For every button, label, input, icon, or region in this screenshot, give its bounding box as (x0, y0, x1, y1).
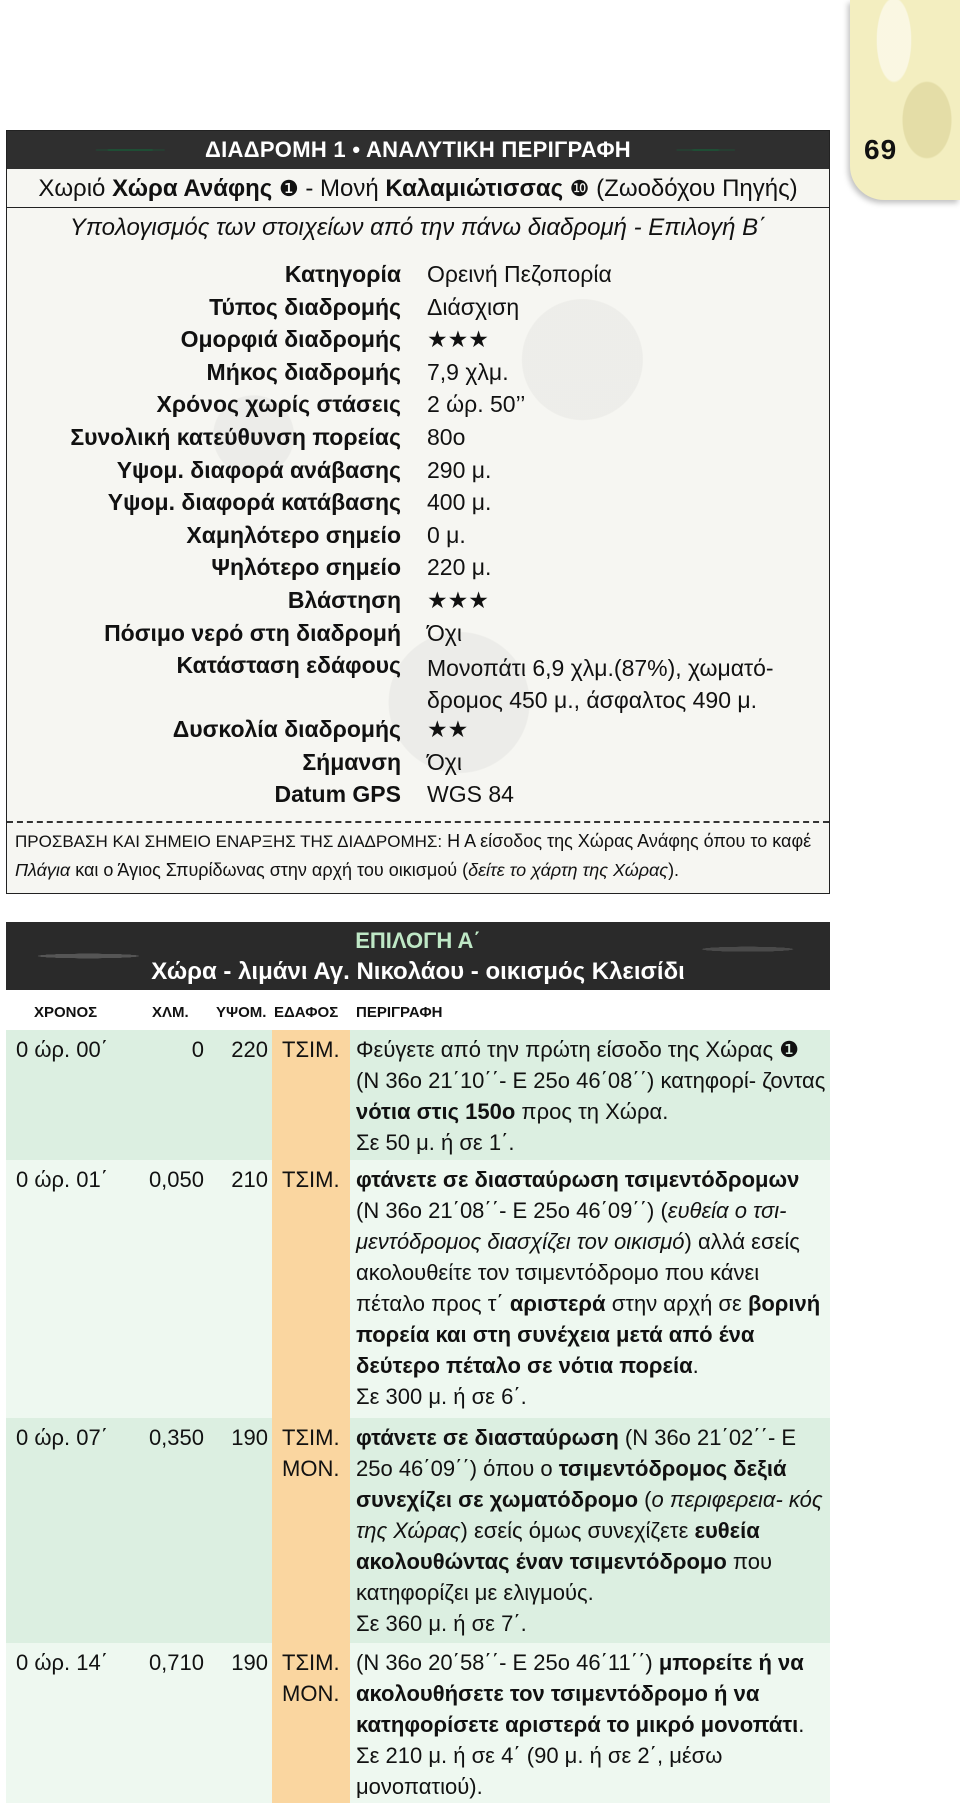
stat-row (7, 716, 829, 749)
route-suffix: (Ζωοδόχου Πηγής) (589, 175, 798, 202)
cell-ground: ΤΣΙΜ. (272, 1160, 350, 1418)
stat-label: Σήμανση (302, 748, 401, 775)
desc-distance: Σε 300 μ. ή σε 6΄. (356, 1384, 527, 1409)
desc-italic: ο περιφερεια- κός της Χώρας (356, 1487, 823, 1543)
desc-distance: Σε 210 μ. ή σε 4΄ (90 μ. ή σε 2΄, μέσω μονοπατιού). (356, 1743, 723, 1799)
stat-label: Μήκος διαδρομής (206, 358, 401, 385)
desc-bold: τσιμεντόδρομος δεξιά συνεχίζει σε χωματόδρομο (356, 1456, 787, 1512)
page-number: 69 (864, 134, 898, 165)
stat-value: 2 ώρ. 50’’ (427, 391, 526, 418)
cell-description (356, 1160, 828, 1412)
stat-label: Ψηλότερο σημείο (211, 554, 401, 581)
stat-label: Δυσκολία διαδρομής (172, 716, 401, 743)
stat-row (7, 620, 829, 653)
desc-text: . (692, 1353, 699, 1378)
stat-label: Συνολική κατεύθυνση πορείας (70, 423, 401, 450)
stat-value: 7,9 χλμ. (427, 358, 509, 385)
stat-row (7, 587, 829, 620)
stat-row (7, 781, 829, 814)
desc-distance: Σε 50 μ. ή σε 1΄. (356, 1130, 515, 1155)
stat-row (7, 391, 829, 424)
stat-value: 400 μ. (427, 489, 492, 516)
desc-bold: νότια στις 150ο (356, 1099, 516, 1124)
cell-altitude: 190 (231, 1650, 268, 1675)
stat-row (7, 489, 829, 522)
route-end: Καλαμιώτισσας (385, 175, 564, 202)
cell-km: 0,350 (148, 1425, 204, 1450)
table-row (6, 1643, 830, 1803)
cell-altitude: 220 (231, 1037, 268, 1062)
start-marker-icon: ❶ (779, 1037, 799, 1062)
route-title (7, 171, 829, 208)
cafe-name: Πλάγια (15, 860, 71, 880)
cell-description (356, 1030, 828, 1158)
cell-ground: ΤΣΙΜ. ΜΟΝ. (272, 1418, 350, 1643)
table-row (6, 1418, 830, 1643)
desc-text: ( (638, 1487, 652, 1512)
desc-text: ) εσείς όμως συνεχίζετε (460, 1518, 695, 1543)
cell-km: 0 (191, 1037, 204, 1062)
cell-time: 0 ώρ. 01΄ (16, 1167, 109, 1192)
stat-row (7, 326, 829, 359)
stat-label: Πόσιμο νερό στη διαδρομή (104, 619, 401, 646)
desc-distance: Σε 360 μ. ή σε 7΄. (356, 1611, 527, 1636)
stat-value: Ορεινή Πεζοπορία (427, 261, 612, 287)
stat-row (7, 749, 829, 782)
column-header: ΧΡΟΝΟΣ (34, 1004, 98, 1021)
map-reference: δείτε το χάρτη της Χώρας (468, 860, 669, 880)
stat-row (7, 294, 829, 327)
stat-label: Υψομ. διαφορά κατάβασης (107, 489, 401, 516)
stat-value: Όχι (427, 619, 462, 646)
table-row (6, 1160, 830, 1418)
desc-text: Φεύγετε από την πρώτη είσοδο της Χώρας (356, 1037, 780, 1062)
stat-row (7, 554, 829, 587)
stat-row (7, 359, 829, 392)
column-header: ΥΨΟΜ. (216, 1004, 267, 1021)
calc-note: Υπολογισμός των στοιχείων από την πάνω διαδρομή - Επιλογή Β΄ (69, 214, 767, 241)
cell-ground: ΤΣΙΜ. (272, 1030, 350, 1160)
desc-bold: φτάνετε σε διασταύρωση τσιμεντόδρομων (356, 1167, 800, 1192)
access-heading: ΠΡΟΣΒΑΣΗ ΚΑΙ ΣΗΜΕΙΟ ΕΝΑΡΞΗΣ ΤΗΣ ΔΙΑΔΡΟΜΗΣ: (15, 832, 443, 851)
stat-label: Κατάσταση εδάφους (176, 652, 401, 679)
desc-bold: φτάνετε σε διασταύρωση (356, 1425, 619, 1450)
stat-label: Datum GPS (274, 781, 401, 808)
route-summary-box (6, 130, 830, 894)
route-prefix: Χωριό (38, 175, 113, 202)
stat-value: Μονοπάτι 6,9 χλμ.(87%), χωματό- δρομος 450 μ., άσφαλτος 490 μ. (427, 655, 774, 714)
stat-value: Όχι (427, 748, 462, 775)
desc-bold: βορινή πορεία και στη συνέχεια μετά από ένα δεύτερο πέταλο σε νότια πορεία (356, 1291, 821, 1378)
desc-text: (N 36ο 20΄58΄΄- E 25ο 46΄11΄΄) (356, 1650, 659, 1675)
desc-text: προς τη Χώρα. (515, 1099, 669, 1124)
cell-ground: ΤΣΙΜ. ΜΟΝ. (272, 1643, 350, 1803)
stat-value: 220 μ. (427, 554, 492, 581)
stats-list (7, 261, 829, 814)
option-subtitle: Χώρα - λιμάνι Αγ. Νικολάου - οικισμός Κλεισίδι (151, 958, 685, 985)
stat-value: 290 μ. (427, 456, 492, 483)
stat-row (7, 652, 829, 716)
cell-description (356, 1643, 828, 1802)
cell-altitude: 210 (231, 1167, 268, 1192)
access-text: και ο Άγιος Σπυρίδωνας στην αρχή του οικισμού ( (70, 860, 469, 880)
stat-label: Ομορφιά διαδρομής (180, 326, 401, 353)
stat-label: Χρόνος χωρίς στάσεις (156, 391, 401, 418)
page-corner-tab (850, 0, 960, 200)
cell-time: 0 ώρ. 14΄ (16, 1650, 109, 1675)
cell-time: 0 ώρ. 00΄ (16, 1037, 109, 1062)
access-text: Η Α είσοδος της Χώρας Ανάφης όπου το καφέ (442, 831, 812, 851)
cell-time: 0 ώρ. 07΄ (16, 1425, 109, 1450)
stat-row (7, 424, 829, 457)
access-text: ). (668, 860, 680, 880)
cell-altitude: 190 (231, 1425, 268, 1450)
desc-bold: μπορείτε ή να ακολουθήσετε τον τσιμεντόδρομο ή να κατηφορίσετε αριστερά το μικρό μονοπάτι (356, 1650, 804, 1737)
stat-row (7, 261, 829, 294)
start-marker-icon: ❶ (278, 176, 299, 201)
desc-text: (N 36ο 21΄10΄΄- E 25ο 46΄08΄΄) κατηφορί- ζοντας (356, 1068, 826, 1093)
desc-bold: αριστερά (509, 1291, 606, 1316)
desc-text: . (798, 1712, 805, 1737)
option-header (6, 922, 830, 990)
stat-value: WGS 84 (427, 781, 514, 808)
table-header (6, 994, 830, 1030)
cell-description (356, 1418, 828, 1639)
rating-stars-icon: ★★ (427, 716, 469, 743)
desc-italic: ευθεία ο τσι- μεντόδρομος διασχίζει τον οικισμό (356, 1198, 787, 1254)
desc-text: (N 36ο 21΄02΄΄- E 25ο 46΄09΄΄) όπου ο (356, 1425, 797, 1481)
stat-label: Υψομ. διαφορά ανάβασης (116, 456, 401, 483)
stat-label: Κατηγορία (284, 261, 401, 287)
desc-text: ) αλλά εσείς ακολουθείτε τον τσιμεντόδρομο που κάνει πέταλο προς τ΄ (356, 1229, 800, 1316)
end-marker-icon: ❿ (569, 176, 590, 201)
stat-label: Τύπος διαδρομής (209, 293, 401, 320)
rating-stars-icon: ★★★ (427, 586, 489, 613)
divider (7, 821, 829, 823)
stat-row (7, 522, 829, 555)
desc-text: στην αρχή σε (605, 1291, 748, 1316)
column-header: ΕΔΑΦΟΣ (274, 1004, 339, 1021)
route-start: Χώρα Ανάφης (112, 175, 273, 202)
column-header: ΧΛΜ. (152, 1004, 189, 1021)
desc-text: (N 36ο 21΄08΄΄- E 25ο 46΄09΄΄) ( (356, 1198, 668, 1223)
stat-value: 80ο (427, 423, 466, 450)
stat-value: 0 μ. (427, 521, 466, 548)
route-dash: - Μονή (298, 175, 386, 202)
access-paragraph (15, 827, 821, 884)
desc-text: που κατηφορίζει με ελιγμούς. (356, 1549, 773, 1605)
cell-km: 0,050 (148, 1167, 204, 1192)
stat-label: Χαμηλότερο σημείο (186, 521, 401, 548)
rating-stars-icon: ★★★ (427, 326, 489, 353)
desc-bold: ευθεία ακολουθώντας έναν τσιμεντόδρομο (356, 1518, 760, 1574)
column-header: ΠΕΡΙΓΡΑΦΗ (356, 1004, 443, 1021)
stat-row (7, 457, 829, 490)
stat-label: Βλάστηση (287, 586, 401, 613)
route-summary-header: ΔΙΑΔΡΟΜΗ 1 • ΑΝΑΛΥΤΙΚΗ ΠΕΡΙΓΡΑΦΗ (7, 131, 829, 169)
stat-value: Διάσχιση (427, 293, 520, 320)
route-table (6, 1030, 830, 1803)
cell-km: 0,710 (148, 1650, 204, 1675)
option-title: ΕΠΙΛΟΓΗ Α΄ (355, 928, 481, 953)
table-row (6, 1030, 830, 1160)
